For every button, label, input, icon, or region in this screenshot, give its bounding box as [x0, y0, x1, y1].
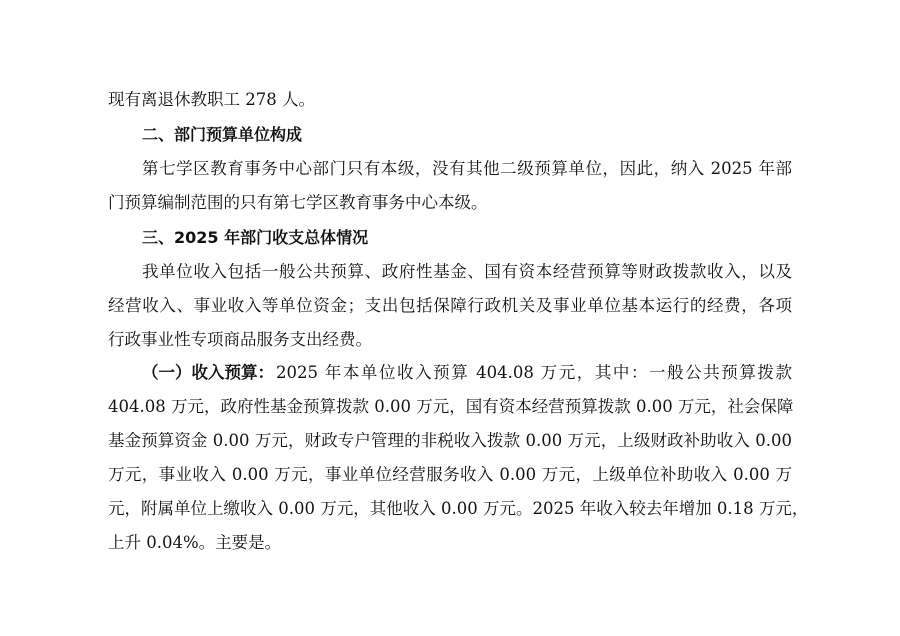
paragraph-line: 行政事业性专项商品服务支出经费。: [108, 330, 372, 349]
paragraph-line: 万元，事业收入 0.00 万元，事业单位经营服务收入 0.00 万元，上级单位补助收入 0.00 万: [108, 465, 792, 484]
paragraph-line: 基金预算资金 0.00 万元，财政专户管理的非税收入拨款 0.00 万元，上级财政补助收入 0.00: [108, 431, 792, 450]
paragraph-line: 元，附属单位上缴收入 0.00 万元，其他收入 0.00 万元。2025 年收入较去年增加 0.18 万元，: [108, 499, 809, 518]
subsection-label-income-budget: （一）收入预算：: [142, 363, 274, 382]
paragraph-line: 第七学区教育事务中心部门只有本级，没有其他二级预算单位，因此，纳入 2025 年部: [142, 159, 792, 178]
paragraph-line: 经营收入、事业收入等单位资金；支出包括保障行政机关及事业单位基本运行的经费，各项: [108, 296, 792, 315]
paragraph-line: 404.08 万元，政府性基金预算拨款 0.00 万元，国有资本经营预算拨款 0.00 万元，社会保障: [108, 397, 794, 416]
paragraph-line: 我单位收入包括一般公共预算、政府性基金、国有资本经营预算等财政拨款收入，以及: [142, 262, 792, 281]
paragraph-line-retirees: 现有离退休教职工 278 人。: [108, 90, 315, 109]
paragraph-line: 上升 0.04%。主要是。: [108, 533, 282, 552]
section-heading-overall-budget: 三、2025 年部门收支总体情况: [142, 228, 369, 247]
paragraph-line: 门预算编制范围的只有第七学区教育事务中心本级。: [108, 193, 488, 212]
income-budget-line: [142, 363, 792, 383]
paragraph-line: 2025 年本单位收入预算 404.08 万元，其中：一般公共预算拨款: [276, 363, 792, 382]
section-heading-unit-composition: 二、部门预算单位构成: [142, 125, 303, 144]
